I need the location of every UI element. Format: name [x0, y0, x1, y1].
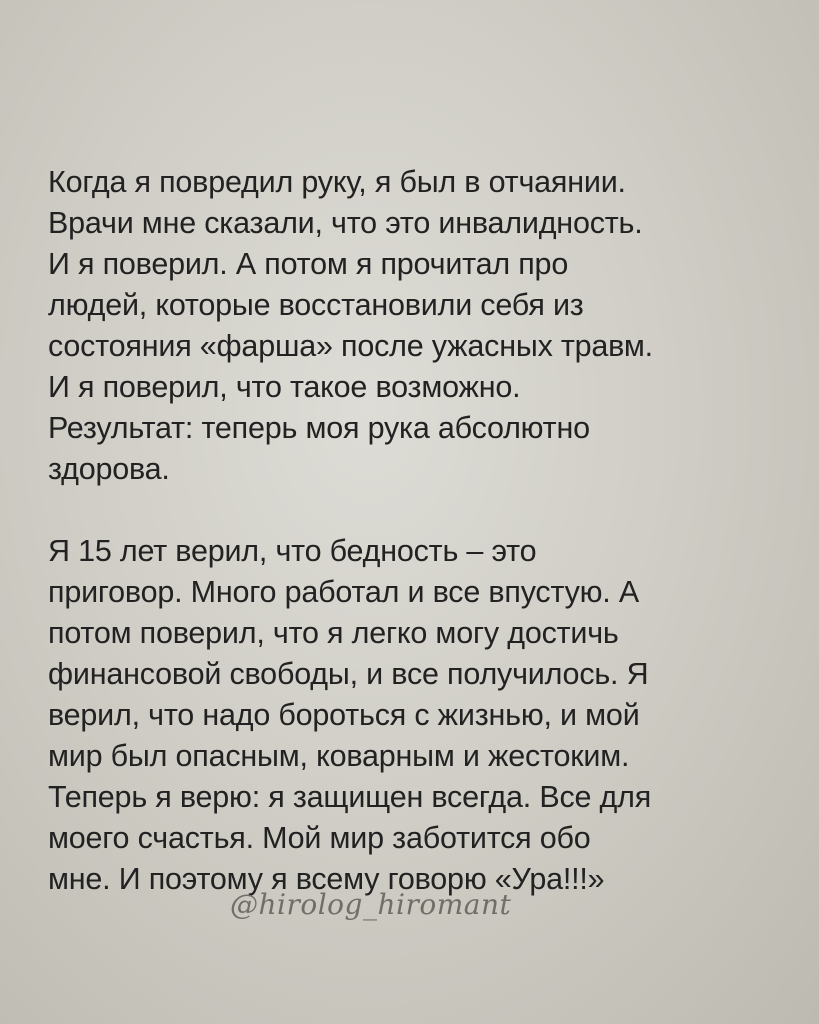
text-line: Теперь я верю: я защищен всегда. Все для: [48, 780, 652, 814]
text-line: мне. И поэтому я всему говорю «Ура!!!»: [48, 862, 605, 896]
text-line: И я поверил, что такое возможно.: [48, 370, 521, 404]
text-line: И я поверил. А потом я прочитал про: [48, 247, 569, 281]
paragraph-1: [48, 162, 788, 490]
text-line: приговор. Много работал и все впустую. А: [48, 575, 639, 609]
text-line: Результат: теперь моя рука абсолютно: [48, 411, 590, 445]
text-line: людей, которые восстановили себя из: [48, 288, 584, 322]
text-line: потом поверил, что я легко могу достичь: [48, 616, 619, 650]
text-line: мир был опасным, коварным и жестоким.: [48, 739, 630, 773]
text-line: здорова.: [48, 452, 170, 486]
text-line: Я 15 лет верил, что бедность – это: [48, 534, 537, 568]
text-line: состояния «фарша» после ужасных травм.: [48, 329, 653, 363]
text-line: моего счастья. Мой мир заботится обо: [48, 821, 591, 855]
text-line: верил, что надо бороться с жизнью, и мой: [48, 698, 640, 732]
text-line: финансовой свободы, и все получилось. Я: [48, 657, 649, 691]
paragraph-2: [48, 531, 788, 900]
text-line: Когда я повредил руку, я был в отчаянии.: [48, 165, 626, 199]
text-line: Врачи мне сказали, что это инвалидность.: [48, 206, 643, 240]
author-signature: @hirolog_hiromant: [230, 888, 512, 921]
